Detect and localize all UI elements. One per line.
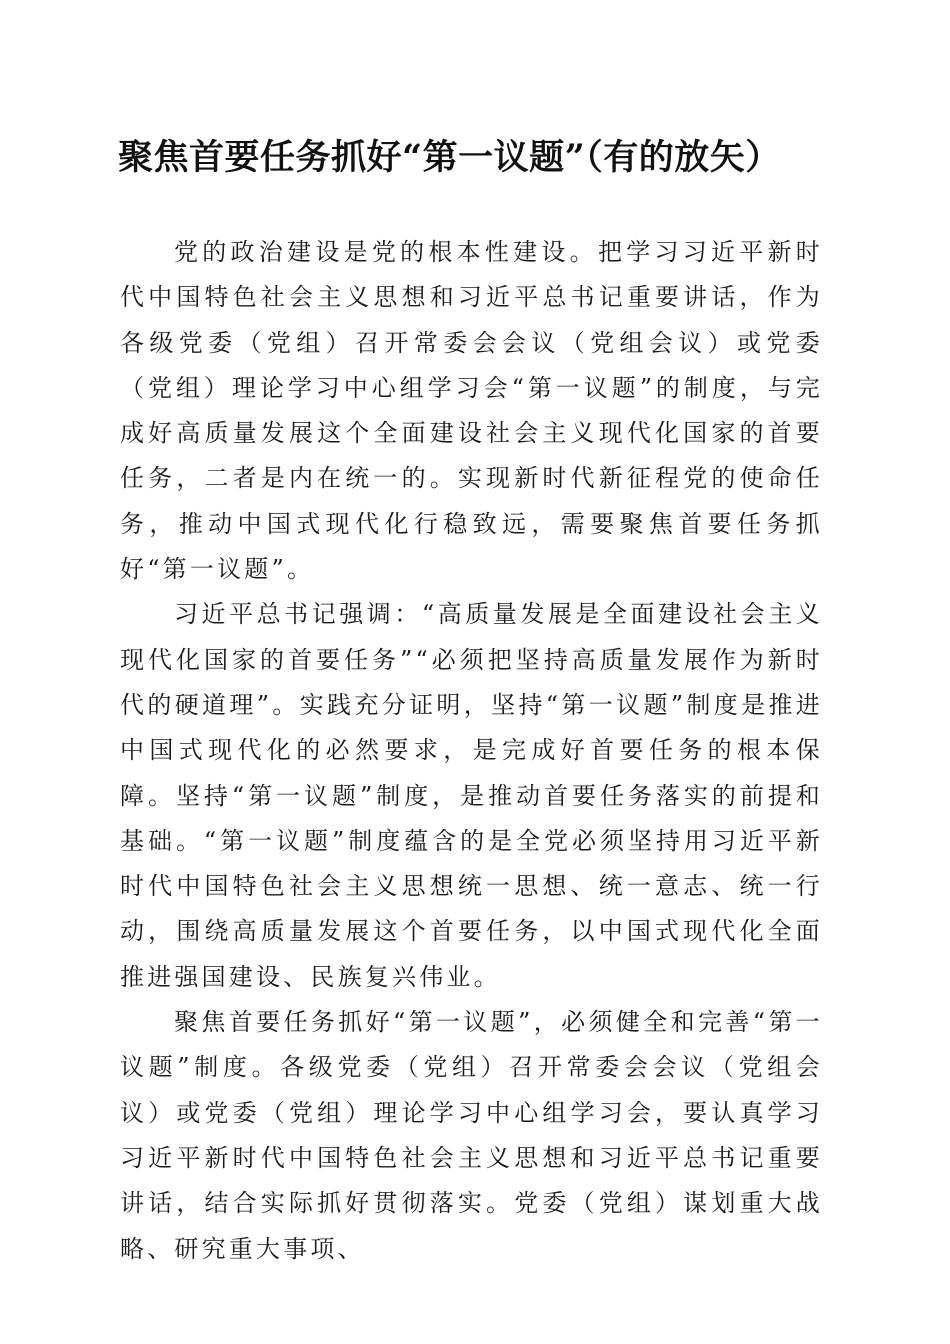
paragraph-3: 聚焦首要任务抓好“第一议题”，必须健全和完善“第一议题”制度。各级党委（党组）召开常委会会议（党组会议）或党委（党组）理论学习中心组学习会，要认真学习习近平新时代中国特色社会主义思想和习近平总书记重要讲话，结合实际抓好贯彻落实。党委（党组）谋划重大战略、研究重大事项、 bbox=[120, 1008, 823, 1263]
paragraph-2: 习近平总书记强调：“高质量发展是全面建设社会主义现代化国家的首要任务”“必须把坚持高质量发展作为新时代的硬道理”。实践充分证明，坚持“第一议题”制度是推进中国式现代化的必然要求，是完成好首要任务的根本保障。坚持“第一议题”制度，是推动首要任务落实的前提和基础。“第一议题”制度蕴含的是全党必须坚持用习近平新时代中国特色社会主义思想统一思想、统一意志、统一行动，围绕高质量发展这个首要任务，以中国式现代化全面推进强国建设、民族复兴伟业。 bbox=[120, 600, 823, 991]
document-body bbox=[120, 230, 823, 1272]
paragraph-1: 党的政治建设是党的根本性建设。把学习习近平新时代中国特色社会主义思想和习近平总书记重要讲话，作为各级党委（党组）召开常委会会议（党组会议）或党委（党组）理论学习中心组学习会“第一议题”的制度，与完成好高质量发展这个全面建设社会主义现代化国家的首要任务，二者是内在统一的。实现新时代新征程党的使命任务，推动中国式现代化行稳致远，需要聚焦首要任务抓好“第一议题”。 bbox=[120, 238, 823, 584]
document-title: 聚焦首要任务抓好“第一议题”（有的放矢） bbox=[118, 137, 781, 178]
